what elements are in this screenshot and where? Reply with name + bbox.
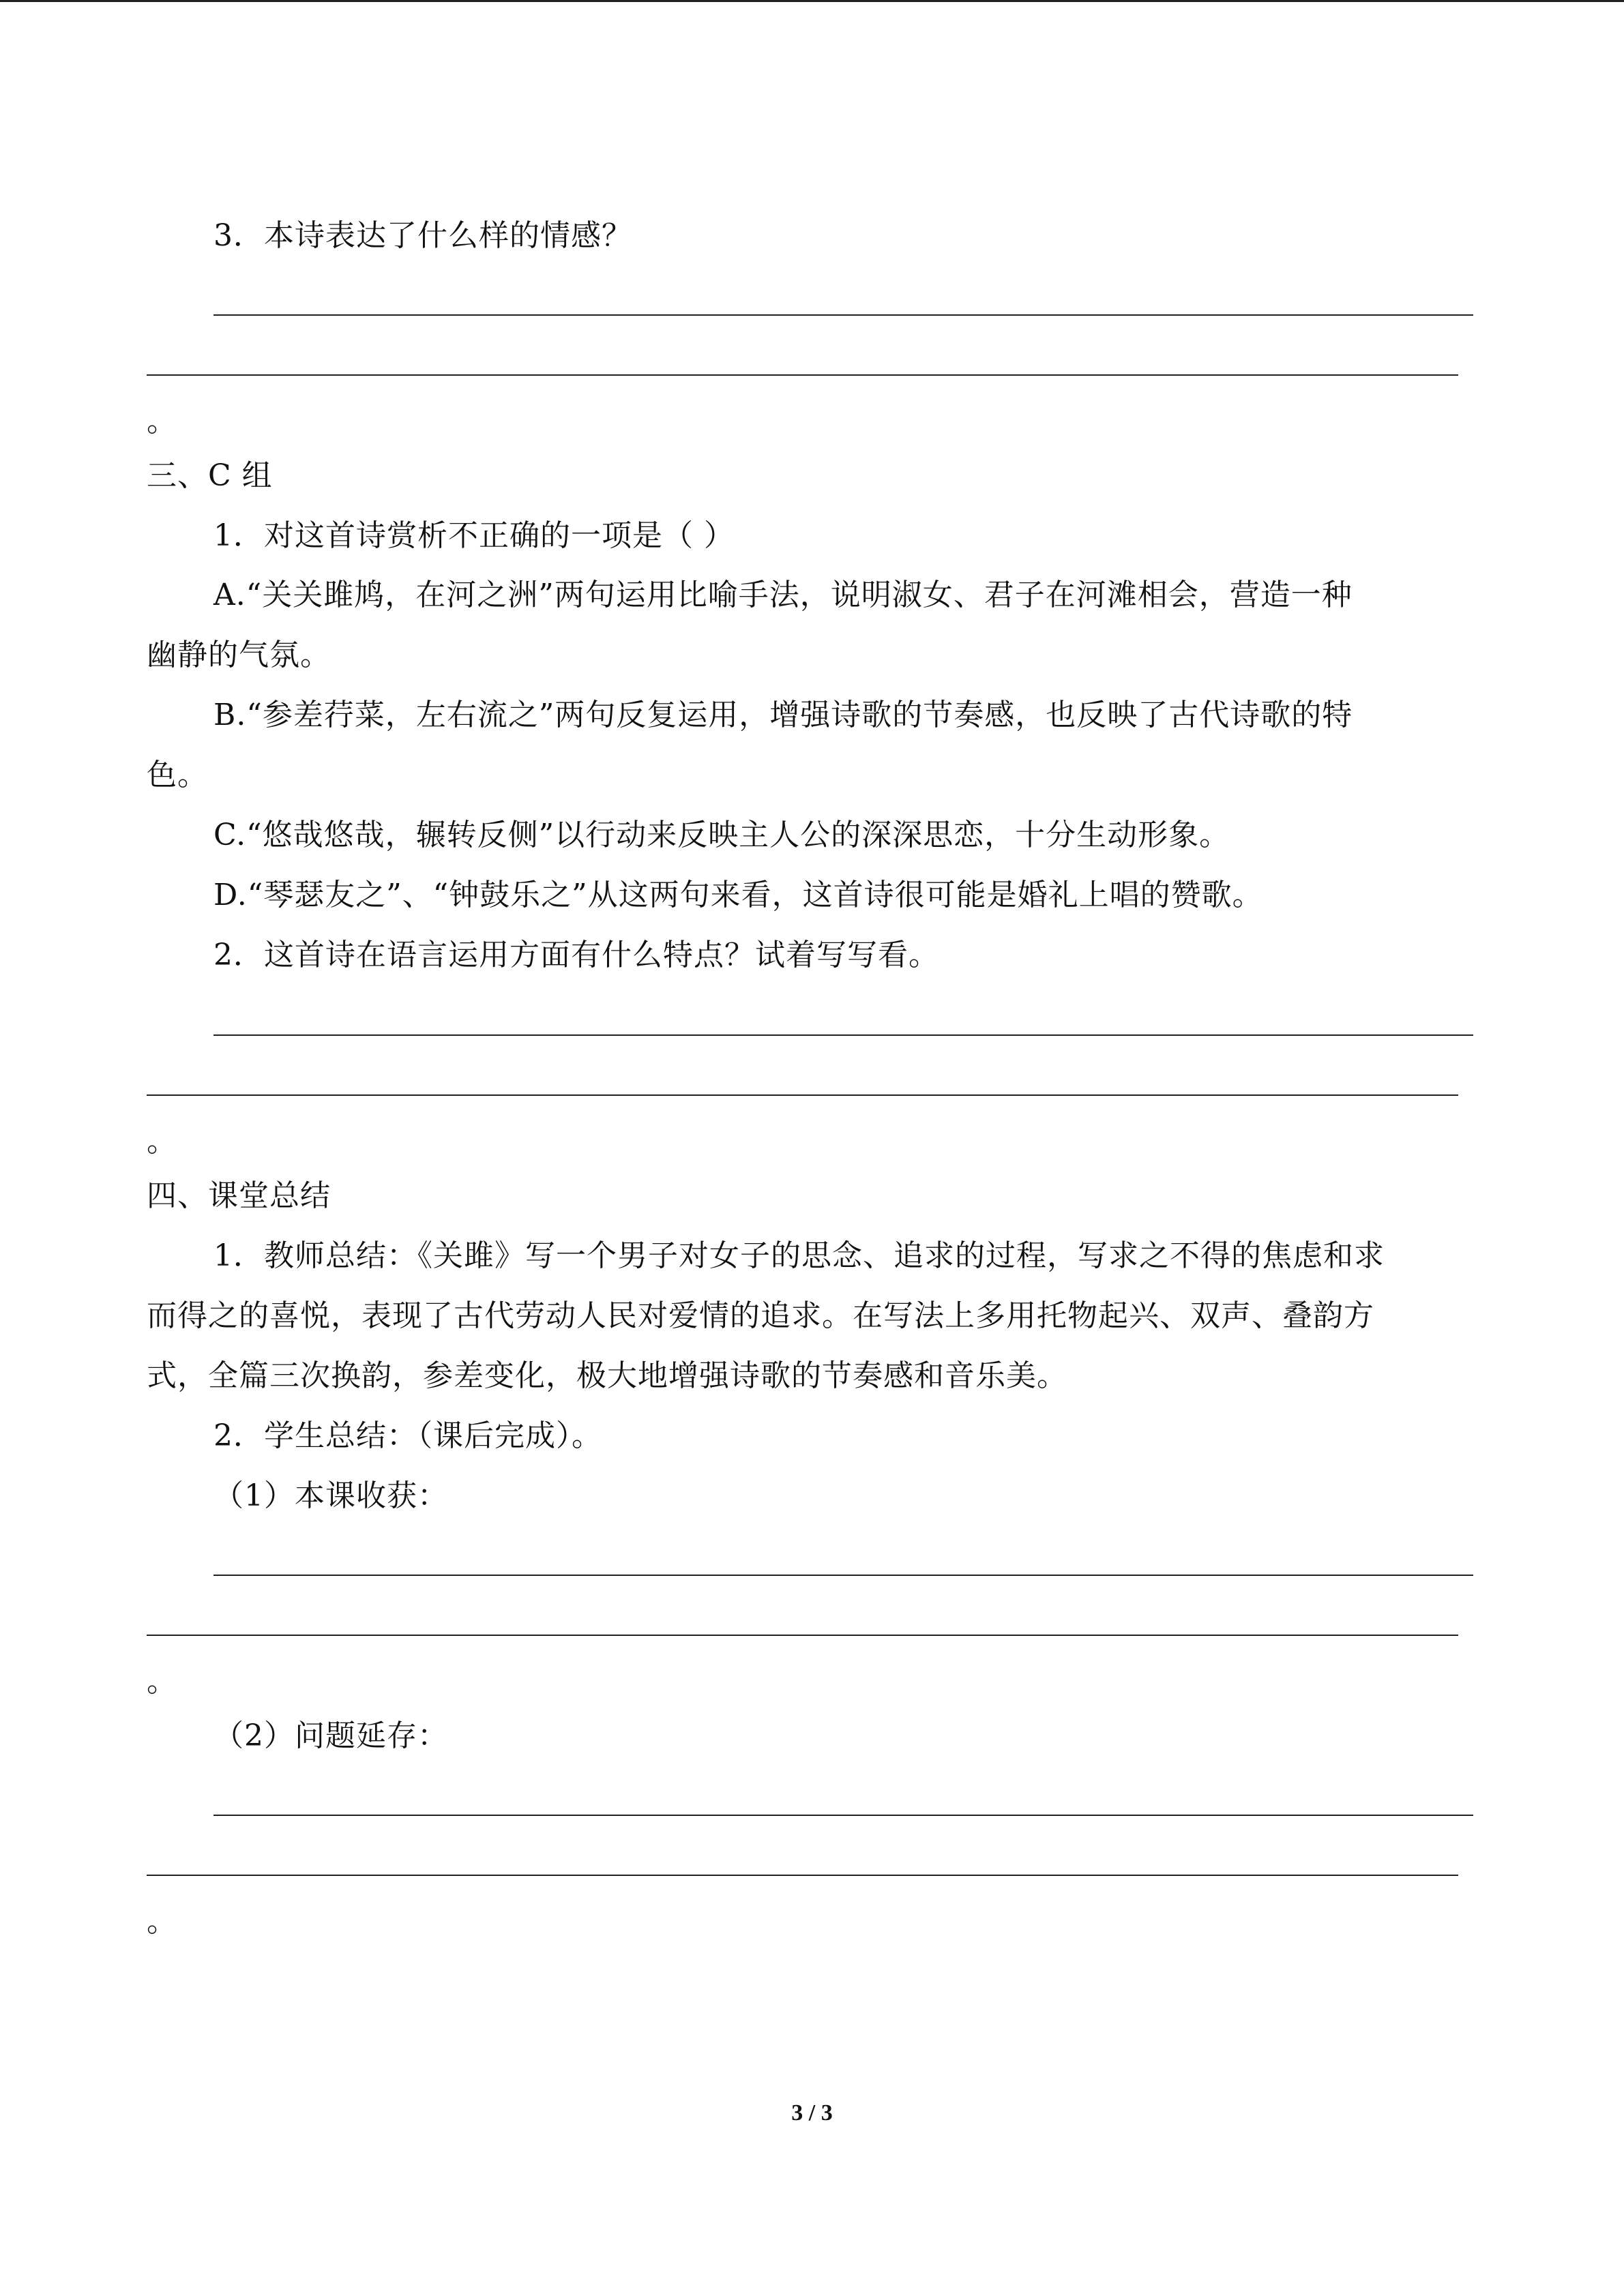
answer-line xyxy=(213,1815,1473,1816)
answer-line xyxy=(213,1034,1473,1036)
section-c-heading: 三、C 组 xyxy=(147,458,273,493)
option-b-line-2: 色。 xyxy=(147,758,208,792)
answer-line xyxy=(147,1635,1458,1636)
option-b-line-1: B.“参差荇菜，左右流之”两句反复运用，增强诗歌的节奏感，也反映了古代诗歌的特 xyxy=(213,698,1353,732)
answer-line xyxy=(213,314,1473,316)
section-d-heading: 四、课堂总结 xyxy=(147,1178,331,1213)
answer-period: 。 xyxy=(147,1124,177,1159)
section-c-question-1: 1．对这首诗赏析不正确的一项是（ ） xyxy=(213,518,735,553)
teacher-summary-line-1: 1．教师总结：《关雎》写一个男子对女子的思念、追求的过程，写求之不得的焦虑和求 xyxy=(213,1238,1385,1273)
answer-line xyxy=(147,1094,1458,1096)
option-a-line-1: A.“关关雎鸠，在河之洲”两句运用比喻手法，说明淑女、君子在河滩相会，营造一种 xyxy=(213,578,1353,612)
teacher-summary-line-3: 式，全篇三次换韵，参差变化，极大地增强诗歌的节奏感和音乐美。 xyxy=(147,1358,1067,1393)
teacher-summary-line-2: 而得之的喜悦，表现了古代劳动人民对爱情的追求。在写法上多用托物起兴、双声、叠韵方 xyxy=(147,1298,1374,1333)
answer-period: 。 xyxy=(147,404,177,438)
option-d: D.“琴瑟友之”、“钟鼓乐之”从这两句来看，这首诗很可能是婚礼上唱的赞歌。 xyxy=(213,878,1263,912)
page-number: 3 / 3 xyxy=(791,2100,833,2126)
student-summary: 2．学生总结：（课后完成）。 xyxy=(213,1418,602,1453)
question-3-text: 3．本诗表达了什么样的情感？ xyxy=(213,218,632,253)
answer-period: 。 xyxy=(147,1664,177,1699)
top-border xyxy=(0,0,1624,2)
answer-line xyxy=(213,1575,1473,1576)
answer-period: 。 xyxy=(147,1904,177,1939)
answer-line xyxy=(147,374,1458,376)
option-a-line-2: 幽静的气氛。 xyxy=(147,638,331,672)
question-extension-label: （2）问题延存： xyxy=(213,1718,448,1753)
answer-line xyxy=(147,1875,1458,1876)
section-c-question-2: 2．这首诗在语言运用方面有什么特点？试着写写看。 xyxy=(213,938,939,972)
option-c: C.“悠哉悠哉，辗转反侧”以行动来反映主人公的深深思恋，十分生动形象。 xyxy=(213,818,1230,852)
gain-label: （1）本课收获： xyxy=(213,1478,448,1513)
